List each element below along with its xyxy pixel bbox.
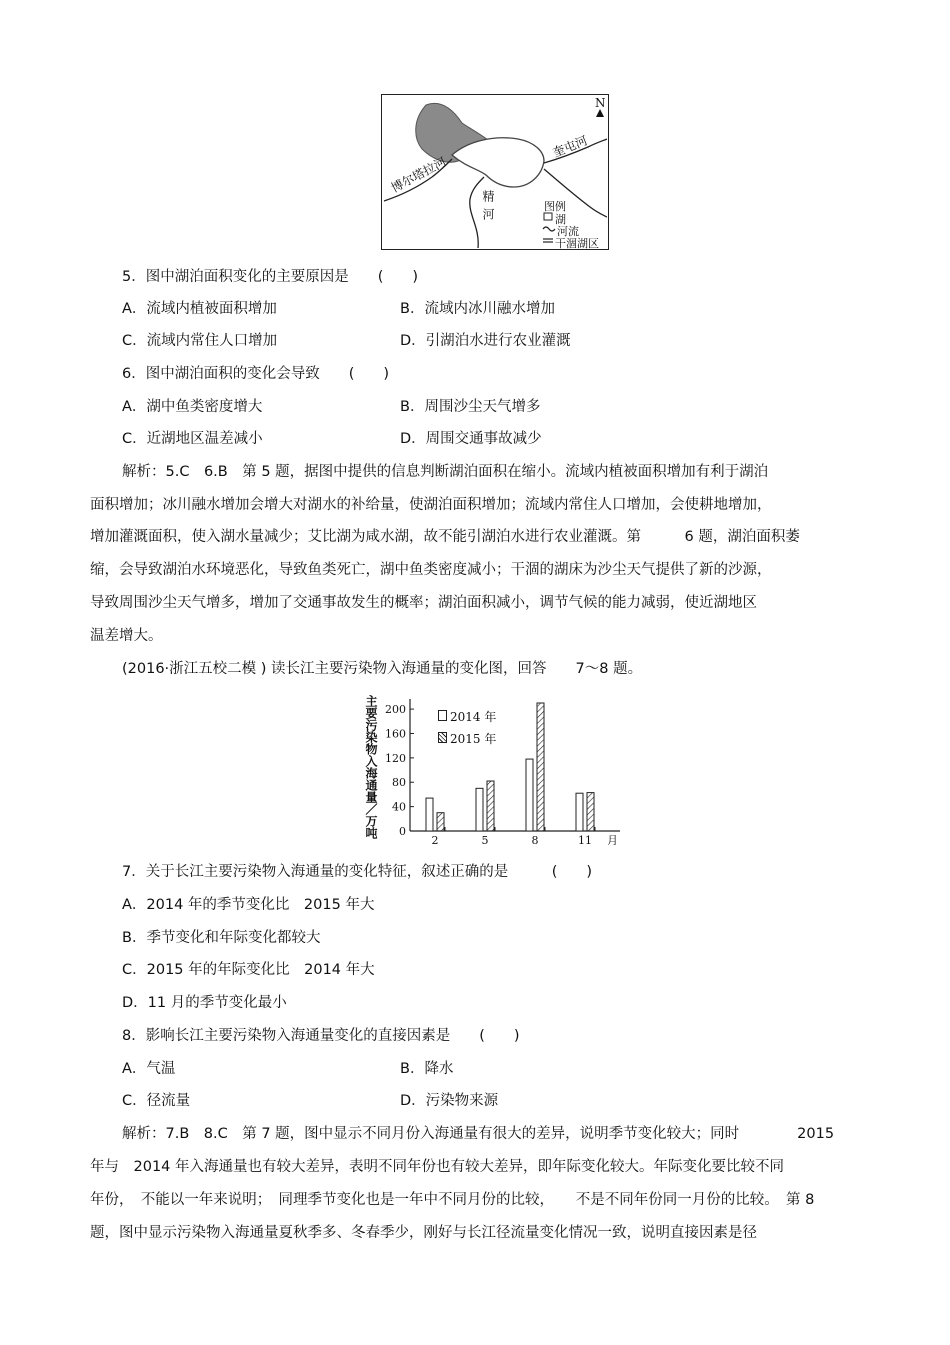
q7-option-b: B．季节变化和年际变化都较大 xyxy=(122,930,321,946)
analysis2-line-3: 年份， 不能以一年来说明； 同理季节变化也是一年中不同月份的比较， 不是不同年份同一月份的比较。 第 8 xyxy=(90,1192,815,1208)
q8-option-c: C．径流量 xyxy=(122,1093,191,1109)
bar-2015 xyxy=(437,813,444,831)
y-tick-label: 0 xyxy=(399,825,406,838)
q8-stem: 8．影响长江主要污染物入海通量变化的直接因素是 ( ) xyxy=(122,1028,520,1044)
q7-stem: 7．关于长江主要污染物入海通量的变化特征，叙述正确的是 ( ) xyxy=(122,864,593,880)
kuitun-river-label: 奎屯河 xyxy=(550,133,590,160)
pollutant-chart xyxy=(358,693,628,845)
legend-lake-symbol xyxy=(544,213,552,220)
x-axis-label: 月 xyxy=(607,834,618,845)
q6-option-a: A．湖中鱼类密度增大 xyxy=(122,399,263,415)
q5-option-a: A．流域内植被面积增加 xyxy=(122,301,277,317)
analysis1-line-1: 解析：5.C 6.B 第 5 题，据图中提供的信息判断湖泊面积在缩小。流域内植被面积增加有利于湖泊 xyxy=(122,464,769,480)
q7-option-a: A．2014 年的季节变化比 2015 年大 xyxy=(122,897,375,913)
x-tick-label: 8 xyxy=(531,834,539,845)
x-tick-label: 5 xyxy=(481,834,489,845)
q8-option-b: B．降水 xyxy=(400,1061,454,1077)
y-tick-label: 160 xyxy=(385,727,406,741)
x-tick-label: 11 xyxy=(578,834,592,845)
analysis1-line-4: 缩，会导致湖泊水环境恶化，导致鱼类死亡，湖中鱼类密度减小；干涸的湖床为沙尘天气提供了新的沙源， xyxy=(90,562,772,578)
bar-2015 xyxy=(537,703,544,831)
analysis1-line-3: 增加灌溉面积，使入湖水量减少；艾比湖为咸水湖，故不能引湖泊水进行农业灌溉。第 6 题，湖泊面积萎 xyxy=(90,529,800,545)
legend-2014-label: 2014 年 xyxy=(450,710,497,724)
q8-option-a: A．气温 xyxy=(122,1061,176,1077)
analysis2-line-1: 解析：7.B 8.C 第 7 题，图中显示不同月份入海通量有很大的差异，说明季节变化较大；同时 2015 xyxy=(122,1126,835,1142)
q5-option-c: C．流域内常住人口增加 xyxy=(122,333,278,349)
y-tick-label: 120 xyxy=(385,751,406,765)
q7-option-d: D．11 月的季节变化最小 xyxy=(122,995,287,1011)
lake-map xyxy=(381,94,609,250)
bortala-river-label: 博尔塔拉河 xyxy=(388,154,449,196)
legend-2015-label: 2015 年 xyxy=(450,732,497,746)
q7-option-c: C．2015 年的年际变化比 2014 年大 xyxy=(122,962,375,978)
legend-lake-label: 湖 xyxy=(555,213,566,226)
legend-2015-swatch xyxy=(438,732,447,743)
north-label: N xyxy=(595,96,606,110)
q5-stem: 5．图中湖泊面积变化的主要原因是 ( ) xyxy=(122,269,419,285)
q5-option-b: B．流域内冰川融水增加 xyxy=(400,301,555,317)
q6-option-b: B．周围沙尘天气增多 xyxy=(400,399,541,415)
bar-2015 xyxy=(487,781,494,831)
analysis1-line-5: 导致周围沙尘天气增多，增加了交通事故发生的概率；湖泊面积减小，调节气候的能力减弱，使近湖地区 xyxy=(90,595,757,611)
y-axis-label: 主要污染物入海通量／万吨 xyxy=(364,695,378,839)
chart-intro: (2016·浙江五校二模 ) 读长江主要污染物入海通量的变化图，回答 7～8 题。 xyxy=(122,661,643,677)
legend-river-symbol xyxy=(543,227,555,231)
q6-option-c: C．近湖地区温差减小 xyxy=(122,431,263,447)
bar-2014 xyxy=(476,788,483,831)
analysis2-line-4: 题，图中显示污染物入海通量夏秋季多、冬春季少，刚好与长江径流量变化情况一致，说明直接因素是径 xyxy=(90,1225,757,1241)
jing-river-label: 精河 xyxy=(481,190,495,226)
x-tick-label: 2 xyxy=(431,834,439,845)
q6-stem: 6．图中湖泊面积的变化会导致 ( ) xyxy=(122,366,390,382)
legend-2014-swatch xyxy=(438,710,447,721)
north-arrow-icon xyxy=(596,109,604,117)
legend-river-label: 河流 xyxy=(557,225,579,238)
analysis2-line-2: 年与 2014 年入海通量也有较大差异，表明不同年份也有较大差异，即年际变化较大。年际变化要比较不同 xyxy=(90,1159,785,1175)
q5-option-d: D．引湖泊水进行农业灌溉 xyxy=(400,333,571,349)
bar-2014 xyxy=(426,798,433,831)
y-tick-label: 40 xyxy=(392,800,406,814)
y-tick-label: 80 xyxy=(392,776,406,790)
bar-2015 xyxy=(587,793,594,831)
q6-option-d: D．周围交通事故减少 xyxy=(400,431,542,447)
y-tick-label: 200 xyxy=(385,703,406,717)
legend-title: 图例 xyxy=(544,200,566,213)
legend-dry-lake-label: 干涸湖区 xyxy=(555,237,599,250)
analysis1-line-6: 温差增大。 xyxy=(90,628,163,644)
q8-option-d: D．污染物来源 xyxy=(400,1093,499,1109)
bar-2014 xyxy=(526,759,533,831)
analysis1-line-2: 面积增加；冰川融水增加会增大对湖水的补给量，使湖泊面积增加；流域内常住人口增加，会使耕地增加， xyxy=(90,497,772,513)
bar-2014 xyxy=(576,793,583,831)
